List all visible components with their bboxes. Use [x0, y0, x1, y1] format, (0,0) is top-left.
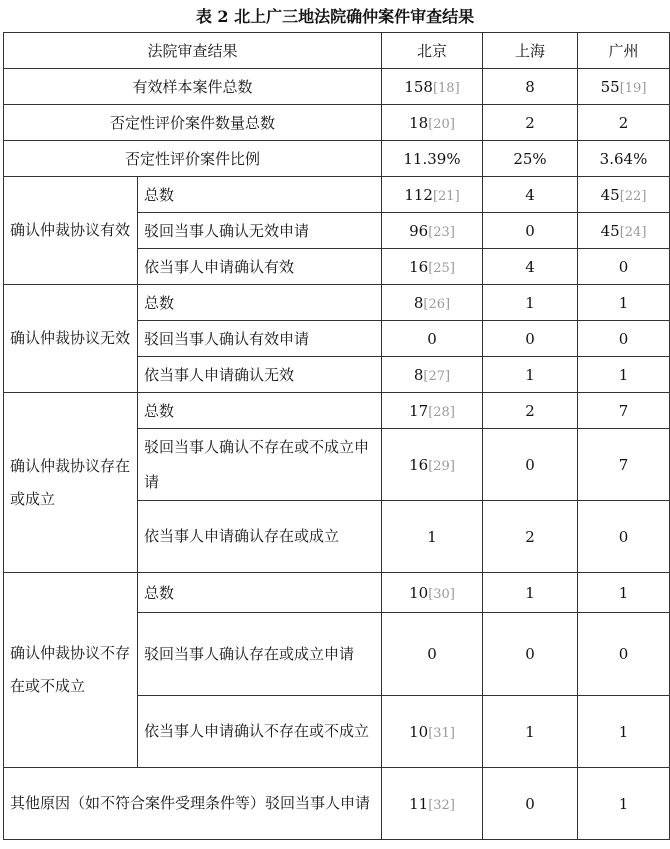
row-label: 驳回当事人确认存在或成立申请: [138, 613, 382, 696]
table-row: [4, 285, 670, 321]
results-table: [3, 32, 670, 840]
row-label: 总数: [138, 177, 382, 213]
row-label: 否定性评价案件比例: [4, 141, 382, 177]
table-row: [4, 768, 670, 840]
group-label: 确认仲裁协议无效: [4, 285, 138, 393]
group-label: 确认仲裁协议存在或成立: [4, 393, 138, 573]
cell-guangzhou: 0: [578, 249, 670, 285]
cell-guangzhou: 7: [578, 429, 670, 501]
summary-row: [4, 69, 670, 105]
row-label: 驳回当事人确认有效申请: [138, 321, 382, 357]
cell-beijing: 96[23]: [382, 213, 483, 249]
cell-shanghai: 2: [483, 105, 578, 141]
cell-shanghai: 4: [483, 249, 578, 285]
row-label: 其他原因（如不符合案件受理条件等）驳回当事人申请: [4, 768, 382, 840]
cell-beijing: 16[29]: [382, 429, 483, 501]
cell-guangzhou: 1: [578, 285, 670, 321]
row-label: 驳回当事人确认无效申请: [138, 213, 382, 249]
cell-beijing: 0: [382, 321, 483, 357]
cell-guangzhou: 2: [578, 105, 670, 141]
cell-shanghai: 0: [483, 321, 578, 357]
row-label: 总数: [138, 573, 382, 613]
cell-guangzhou: 1: [578, 696, 670, 768]
row-label: 依当事人申请确认存在或成立: [138, 501, 382, 573]
cell-guangzhou: 3.64%: [578, 141, 670, 177]
cell-shanghai: 0: [483, 613, 578, 696]
summary-row: [4, 141, 670, 177]
row-label: 驳回当事人确认不存在或不成立申请: [138, 429, 382, 501]
cell-guangzhou: 1: [578, 573, 670, 613]
cell-shanghai: 25%: [483, 141, 578, 177]
cell-beijing: 16[25]: [382, 249, 483, 285]
cell-shanghai: 1: [483, 285, 578, 321]
cell-guangzhou: 0: [578, 321, 670, 357]
cell-beijing: 1: [382, 501, 483, 573]
header-guangzhou: 广州: [578, 33, 670, 69]
row-label: 总数: [138, 285, 382, 321]
summary-row: [4, 105, 670, 141]
row-label: 依当事人申请确认有效: [138, 249, 382, 285]
table-row: [4, 573, 670, 613]
cell-guangzhou: 0: [578, 501, 670, 573]
row-label: 总数: [138, 393, 382, 429]
cell-beijing: 8[26]: [382, 285, 483, 321]
row-label: 依当事人申请确认无效: [138, 357, 382, 393]
table-row: [4, 393, 670, 429]
cell-guangzhou: 55[19]: [578, 69, 670, 105]
row-label: 依当事人申请确认不存在或不成立: [138, 696, 382, 768]
cell-shanghai: 0: [483, 429, 578, 501]
cell-shanghai: 4: [483, 177, 578, 213]
cell-shanghai: 8: [483, 69, 578, 105]
header-shanghai: 上海: [483, 33, 578, 69]
cell-shanghai: 2: [483, 501, 578, 573]
cell-beijing: 17[28]: [382, 393, 483, 429]
cell-beijing: 18[20]: [382, 105, 483, 141]
cell-beijing: 0: [382, 613, 483, 696]
cell-guangzhou: 1: [578, 357, 670, 393]
cell-shanghai: 0: [483, 768, 578, 840]
cell-beijing: 11[32]: [382, 768, 483, 840]
cell-guangzhou: 45[22]: [578, 177, 670, 213]
header-beijing: 北京: [382, 33, 483, 69]
cell-guangzhou: 45[24]: [578, 213, 670, 249]
cell-guangzhou: 0: [578, 613, 670, 696]
header-result: 法院审查结果: [4, 33, 382, 69]
cell-beijing: 10[31]: [382, 696, 483, 768]
header-row: [4, 33, 670, 69]
cell-beijing: 112[21]: [382, 177, 483, 213]
cell-shanghai: 1: [483, 573, 578, 613]
group-label: 确认仲裁协议不存在或不成立: [4, 573, 138, 768]
cell-beijing: 10[30]: [382, 573, 483, 613]
cell-beijing: 158[18]: [382, 69, 483, 105]
cell-shanghai: 1: [483, 357, 578, 393]
row-label: 否定性评价案件数量总数: [4, 105, 382, 141]
cell-guangzhou: 1: [578, 768, 670, 840]
cell-shanghai: 2: [483, 393, 578, 429]
cell-beijing: 8[27]: [382, 357, 483, 393]
table-caption: 表 2 北上广三地法院确仲案件审查结果: [195, 7, 475, 26]
cell-shanghai: 0: [483, 213, 578, 249]
cell-guangzhou: 7: [578, 393, 670, 429]
cell-beijing: 11.39%: [382, 141, 483, 177]
row-label: 有效样本案件总数: [4, 69, 382, 105]
cell-shanghai: 1: [483, 696, 578, 768]
table-row: [4, 177, 670, 213]
group-label: 确认仲裁协议有效: [4, 177, 138, 285]
